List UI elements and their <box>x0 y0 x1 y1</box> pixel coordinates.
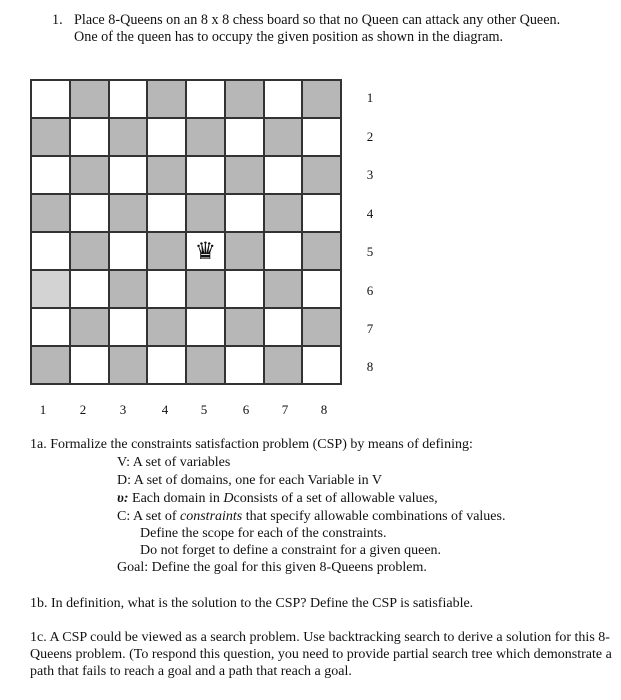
row-label-5: 5 <box>366 244 374 259</box>
board-square-r5-c7 <box>264 232 303 270</box>
column-label-6: 6 <box>242 402 250 417</box>
board-square-r6-c1 <box>31 270 70 308</box>
board-square-r1-c5 <box>186 80 225 118</box>
board-square-r1-c3 <box>109 80 148 118</box>
board-square-r6-c2 <box>70 270 109 308</box>
board-square-r1-c8 <box>302 80 341 118</box>
q1c-line-2: Queens problem. (To respond this question, you need to provide partial search tree which demonstrate a <box>30 647 612 662</box>
column-label-5: 5 <box>200 402 208 417</box>
column-label-8: 8 <box>320 402 328 417</box>
board-square-r8-c8 <box>302 346 341 384</box>
q1a-scope-line: Define the scope for each of the constraints. <box>140 526 387 541</box>
board-square-r5-c3 <box>109 232 148 270</box>
q1a-given-queen-line: Do not forget to define a constraint for a given queen. <box>140 543 442 558</box>
board-square-r8-c4 <box>147 346 186 384</box>
q1c-text <box>30 629 615 680</box>
board-square-r4-c8 <box>302 194 341 232</box>
board-square-r6-c3 <box>109 270 148 308</box>
question-1-line-2: One of the queen has to occupy the given position as shown in the diagram. <box>74 29 504 45</box>
column-label-4: 4 <box>161 402 169 417</box>
board-square-r3-c5 <box>186 156 225 194</box>
board-square-r8-c3 <box>109 346 148 384</box>
board-square-r2-c7 <box>264 118 303 156</box>
board-square-r6-c8 <box>302 270 341 308</box>
board-square-r1-c1 <box>31 80 70 118</box>
board-square-r8-c5 <box>186 346 225 384</box>
q1a-goal-line: Goal: Define the goal for this given 8-Queens problem. <box>117 560 427 575</box>
column-label-1: 1 <box>39 402 47 417</box>
row-label-2: 2 <box>366 129 374 144</box>
board-square-r1-c7 <box>264 80 303 118</box>
row-label-4: 4 <box>366 206 374 221</box>
q1c-line-1: 1c. A CSP could be viewed as a search problem. Use backtracking search to derive a solution for this 8- <box>30 630 610 645</box>
row-label-3: 3 <box>366 167 374 182</box>
board-square-r4-c1 <box>31 194 70 232</box>
board-square-r8-c1 <box>31 346 70 384</box>
queen-icon: ♛ <box>194 237 217 265</box>
board-square-r7-c2 <box>70 308 109 346</box>
domain-symbol: D <box>223 491 234 506</box>
board-square-r1-c2 <box>70 80 109 118</box>
q1a-values-line: υ: Each domain in Dconsists of a set of allowable values, <box>117 491 438 506</box>
board-square-r7-c7 <box>264 308 303 346</box>
board-square-r2-c6 <box>225 118 264 156</box>
board-square-r3-c6 <box>225 156 264 194</box>
board-square-r5-c5 <box>186 232 225 270</box>
board-square-r4-c4 <box>147 194 186 232</box>
board-square-r2-c4 <box>147 118 186 156</box>
board-square-r6-c6 <box>225 270 264 308</box>
column-label-2: 2 <box>79 402 87 417</box>
row-label-1: 1 <box>366 90 374 105</box>
board-square-r4-c6 <box>225 194 264 232</box>
board-square-r7-c3 <box>109 308 148 346</box>
board-square-r2-c1 <box>31 118 70 156</box>
board-square-r7-c5 <box>186 308 225 346</box>
q1c-line-3: path that fails to reach a goal and a path that reach a goal. <box>30 664 352 679</box>
question-number: 1. <box>52 12 63 28</box>
q1a-constraints-line: C: A set of constraints that specify allowable combinations of values. <box>117 509 506 524</box>
board-square-r2-c3 <box>109 118 148 156</box>
upsilon-symbol: υ: <box>117 491 129 506</box>
board-square-r3-c1 <box>31 156 70 194</box>
q1a-domains-line: D: A set of domains, one for each Variable in V <box>117 473 383 488</box>
board-square-r5-c2 <box>70 232 109 270</box>
board-square-r1-c6 <box>225 80 264 118</box>
board-square-r4-c2 <box>70 194 109 232</box>
row-label-6: 6 <box>366 283 374 298</box>
chess-board <box>30 79 342 385</box>
board-square-r5-c1 <box>31 232 70 270</box>
column-label-3: 3 <box>119 402 127 417</box>
board-square-r3-c2 <box>70 156 109 194</box>
board-square-r5-c6 <box>225 232 264 270</box>
row-label-7: 7 <box>366 321 374 336</box>
board-square-r7-c8 <box>302 308 341 346</box>
q1b-text: 1b. In definition, what is the solution to the CSP? Define the CSP is satisfiable. <box>30 596 474 611</box>
board-square-r2-c2 <box>70 118 109 156</box>
board-square-r4-c7 <box>264 194 303 232</box>
board-square-r4-c3 <box>109 194 148 232</box>
row-label-8: 8 <box>366 359 374 374</box>
board-square-r5-c4 <box>147 232 186 270</box>
board-square-r6-c4 <box>147 270 186 308</box>
board-square-r7-c4 <box>147 308 186 346</box>
column-label-7: 7 <box>281 402 289 417</box>
board-square-r5-c8 <box>302 232 341 270</box>
question-1-line-1: Place 8-Queens on an 8 x 8 chess board so that no Queen can attack any other Queen. <box>74 12 561 28</box>
board-square-r8-c2 <box>70 346 109 384</box>
board-square-r3-c3 <box>109 156 148 194</box>
board-square-r8-c6 <box>225 346 264 384</box>
board-square-r3-c7 <box>264 156 303 194</box>
board-square-r1-c4 <box>147 80 186 118</box>
board-square-r6-c5 <box>186 270 225 308</box>
board-square-r3-c8 <box>302 156 341 194</box>
board-square-r4-c5 <box>186 194 225 232</box>
board-square-r2-c5 <box>186 118 225 156</box>
board-square-r6-c7 <box>264 270 303 308</box>
board-square-r8-c7 <box>264 346 303 384</box>
board-square-r2-c8 <box>302 118 341 156</box>
q1a-variables-line: V: A set of variables <box>117 455 231 470</box>
board-square-r7-c6 <box>225 308 264 346</box>
board-square-r7-c1 <box>31 308 70 346</box>
q1a-heading: 1a. Formalize the constraints satisfaction problem (CSP) by means of defining: <box>30 437 473 452</box>
board-square-r3-c4 <box>147 156 186 194</box>
